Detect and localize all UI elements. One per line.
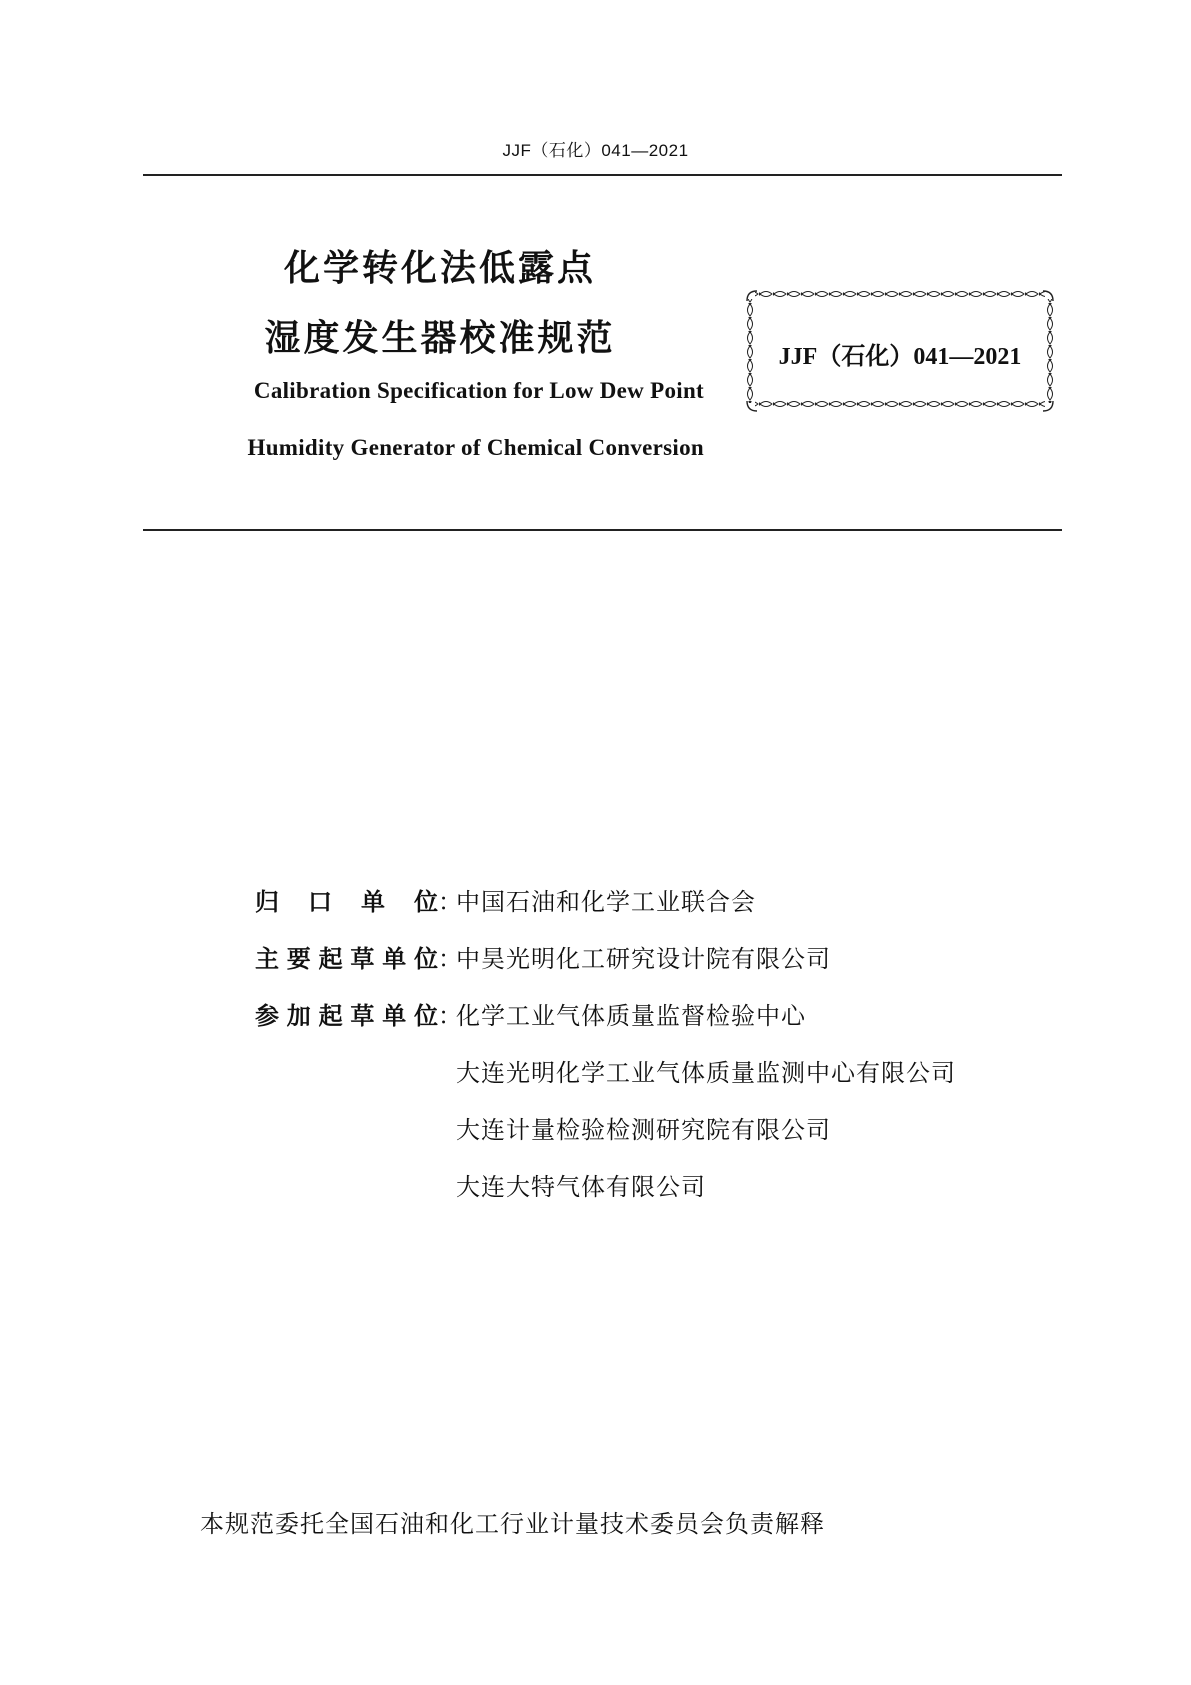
colon: ： <box>438 1002 462 1030</box>
participant-drafter-item: 大连计量检验检测研究院有限公司 <box>456 1116 831 1144</box>
title-en-line2: Humidity Generator of Chemical Conversion <box>247 435 704 460</box>
participant-drafter-item: 化学工业气体质量监督检验中心 <box>456 1002 806 1030</box>
colon: ： <box>438 945 462 973</box>
participant-drafter-item: 大连光明化学工业气体质量监测中心有限公司 <box>456 1059 956 1087</box>
title-cn-line2: 湿度发生器校准规范 <box>264 318 616 359</box>
responsible-unit-label: 归口单位 <box>255 888 438 916</box>
header-standard-code: JJF（石化）041—2021 <box>502 141 689 160</box>
main-drafter-value: 中昊光明化工研究设计院有限公司 <box>456 945 831 973</box>
main-drafter-row <box>255 939 831 979</box>
interpretation-note: 本规范委托全国石油和化工行业计量技术委员会负责解释 <box>200 1510 825 1538</box>
standard-code: JJF（石化）041—2021 <box>778 344 1022 370</box>
participant-drafter-item: 大连大特气体有限公司 <box>456 1173 706 1201</box>
title-cn-line1: 化学转化法低露点 <box>283 248 596 289</box>
colon: ： <box>438 888 462 916</box>
responsible-unit-value: 中国石油和化学工业联合会 <box>456 888 756 916</box>
participant-drafters-row <box>255 996 806 1036</box>
participant-drafters-label: 参加起草单位 <box>255 1002 438 1030</box>
main-drafter-label: 主要起草单位 <box>255 945 438 973</box>
title-divider <box>143 529 1062 531</box>
standard-code-box <box>745 289 1055 413</box>
header-divider <box>143 174 1062 176</box>
responsible-unit-row <box>255 882 756 922</box>
title-en-line1: Calibration Specification for Low Dew Point <box>253 378 704 403</box>
